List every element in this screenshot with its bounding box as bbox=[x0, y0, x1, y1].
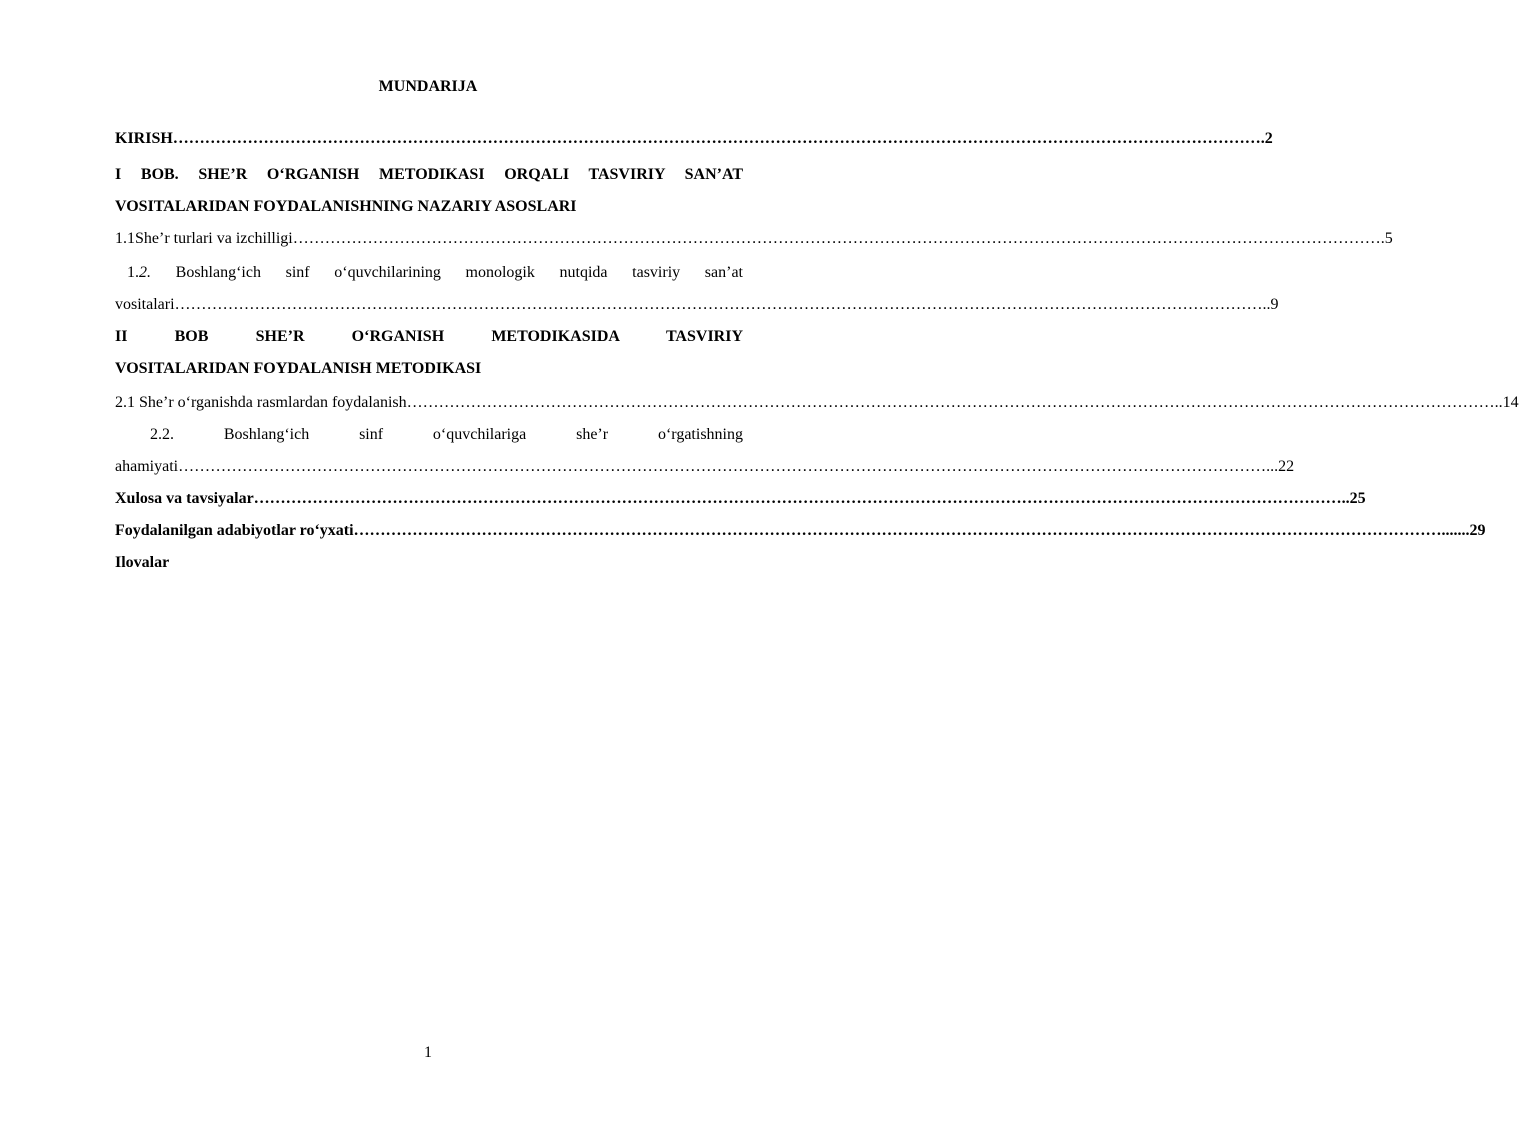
toc-page-number: ...22 bbox=[1266, 458, 1295, 475]
toc-label: Foydalanilgan adabiyotlar ro‘yxati bbox=[115, 522, 354, 539]
toc-leader-dots: …………………………………………………………………………………………………………………………………………………………………………………… bbox=[353, 522, 1442, 539]
toc-page-number: .2 bbox=[1260, 130, 1273, 147]
toc-label: KIRISH bbox=[115, 130, 173, 147]
toc-entry-ilovalar[interactable]: Ilovalar bbox=[115, 554, 170, 571]
toc-label: Xulosa va tavsiyalar bbox=[115, 490, 254, 507]
toc-page-number: ..25 bbox=[1341, 490, 1366, 507]
toc-leader-dots: …………………………………………………………………………………………………………………………………………………………………………………… bbox=[178, 458, 1267, 475]
toc-label: ahamiyati bbox=[115, 458, 179, 475]
toc-label: vositalari bbox=[115, 296, 175, 313]
toc-label: 1.1She’r turlari va izchilligi bbox=[115, 230, 293, 247]
section-number: 1. bbox=[127, 264, 139, 281]
toc-entry-bob1-line1[interactable]: I BOB. SHE’R O‘RGANISH METODIKASI ORQALI TASVIRIY SAN’AT bbox=[115, 166, 743, 183]
page-number: 1 bbox=[424, 1044, 432, 1061]
toc-page-number: .5 bbox=[1380, 230, 1393, 247]
toc-label: 2.1 She’r o‘rganishda rasmlardan foydalanish bbox=[115, 394, 407, 411]
toc-page-number: ..9 bbox=[1262, 296, 1279, 313]
toc-leader-dots: …………………………………………………………………………………………………………………………………………………………………………………… bbox=[172, 130, 1261, 147]
toc-leader-dots: …………………………………………………………………………………………………………………………………………………………………………………… bbox=[292, 230, 1381, 247]
toc-entry-2-1[interactable] bbox=[115, 393, 1519, 413]
toc-entry-kirish[interactable] bbox=[115, 129, 1273, 149]
toc-entry-bob2-line1[interactable]: II BOB SHE’R O‘RGANISH METODIKASIDA TASVIRIY bbox=[115, 328, 743, 345]
toc-leader-dots: …………………………………………………………………………………………………………………………………………………………………………………… bbox=[406, 394, 1495, 411]
toc-leader-dots: …………………………………………………………………………………………………………………………………………………………………………………… bbox=[174, 296, 1263, 313]
toc-entry-bob1-line2[interactable]: VOSITALARIDAN FOYDALANISHNING NAZARIY ASOSLARI bbox=[115, 198, 577, 215]
toc-leader-dots: …………………………………………………………………………………………………………………………………………………………………………………… bbox=[253, 490, 1342, 507]
toc-page-number: .......29 bbox=[1441, 522, 1486, 539]
toc-entry-2-2-line2[interactable] bbox=[115, 457, 1295, 477]
section-number-italic: 2. bbox=[139, 264, 151, 281]
toc-entry-foydalanilgan[interactable] bbox=[115, 521, 1486, 541]
toc-page-number: ..14 bbox=[1494, 394, 1519, 411]
toc-entry-1-2-line1[interactable] bbox=[127, 263, 743, 283]
toc-entry-bob2-line2[interactable]: VOSITALARIDAN FOYDALANISH METODIKASI bbox=[115, 360, 482, 377]
toc-entry-xulosa[interactable] bbox=[115, 489, 1366, 509]
toc-entry-2-2-line1[interactable]: 2.2. Boshlang‘ich sinf o‘quvchilariga she’r o‘rgatishning bbox=[150, 426, 743, 443]
page-title: MUNDARIJA bbox=[378, 78, 478, 95]
toc-label: Boshlang‘ich sinf o‘quvchilarining monologik nutqida tasviriy san’at bbox=[151, 264, 743, 281]
toc-entry-1-1[interactable] bbox=[115, 229, 1393, 249]
toc-entry-1-2-line2[interactable] bbox=[115, 295, 1279, 315]
